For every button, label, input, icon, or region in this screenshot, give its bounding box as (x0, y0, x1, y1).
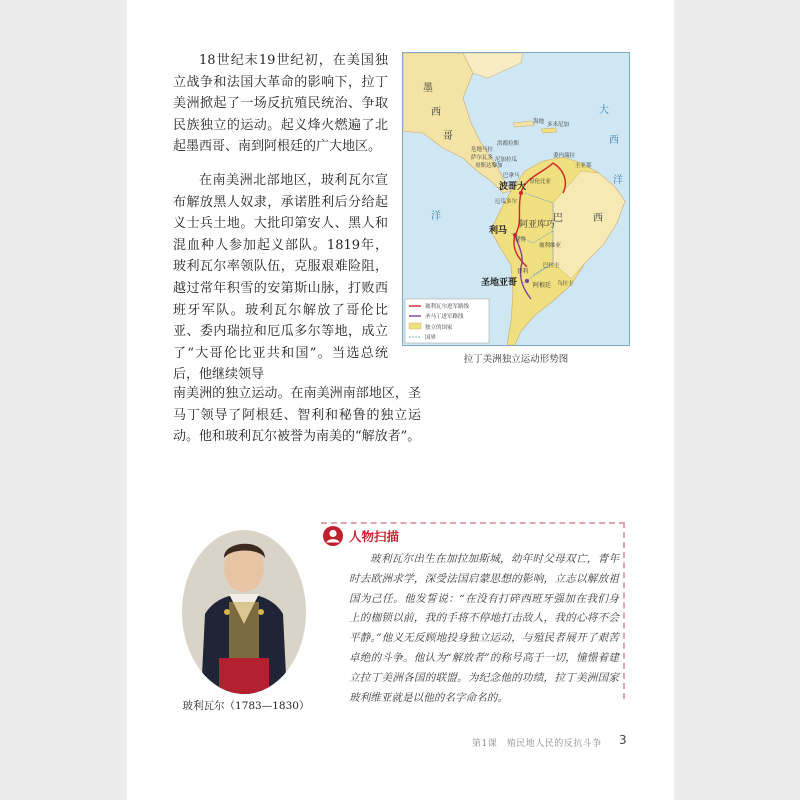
map-label-uruguay: 乌拉圭 (557, 281, 574, 287)
legend-label-san-martin: 圣马丁进军路线 (425, 314, 464, 320)
map-label-panama: 巴拿马 (503, 173, 520, 179)
map-label-guatemala: 危地马拉 (471, 147, 494, 153)
map-label-guyana: 圭亚那 (575, 163, 592, 169)
legend-label-independent: 独立的国家 (425, 325, 453, 331)
map-label-dominica: 多米尼加 (547, 122, 570, 128)
map-label-left-ocean: 洋 (431, 211, 441, 222)
paragraph-san-martin: 南美洲的独立运动。在南美洲南部地区，圣马丁领导了阿根廷、智利和秘鲁的独立运动。他和玻利瓦尔被誉为南美的“解放者”。 (173, 386, 421, 445)
map-label-ocean-xi: 西 (609, 135, 619, 146)
map-label-bogota: 波哥大 (499, 182, 527, 192)
map-label-ecuador: 厄瓜多尔 (495, 199, 518, 205)
map-island-hispaniola (541, 128, 557, 133)
map-label-costa-rica: 哥斯达黎加 (475, 163, 503, 169)
map-label-mexico-3: 哥 (443, 131, 453, 142)
map-label-brazil-2: 西 (593, 213, 603, 224)
map-city-santiago (525, 279, 529, 283)
map-label-mexico-2: 西 (431, 107, 441, 118)
map-label-paraguay: 巴拉圭 (543, 263, 560, 269)
map-label-argentina: 阿根廷 (533, 282, 552, 289)
map-label-honduras: 洪都拉斯 (497, 141, 520, 147)
portrait-caption: 玻利瓦尔（1783—1830） (182, 700, 310, 712)
paragraph-bolivar: 在南美洲北部地区，玻利瓦尔宣布解放黑人奴隶，承诺胜利后分给起义士兵土地。大批印第安人、黑人和混血种人参加起义部队。1819年，玻利瓦尔率领队伍，克服艰难险阻，越过常年积雪的安第斯山脉，打败西班牙军队。玻利瓦尔解放了哥伦比亚、委内瑞拉和厄瓜多尔等地，成立了“大哥伦比亚共和国”。当选总统后，他继续领导 (173, 173, 388, 383)
legend-swatch-independent (409, 323, 421, 329)
map-label-bolivia: 玻利维亚 (539, 243, 562, 249)
person-scan-body: 玻利瓦尔出生在加拉加斯城，幼年时父母双亡，青年时去欧洲求学，深受法国启蒙思想的影响，立志以解放祖国为己任。他发誓说：“在没有打碎西班牙强加在我们身上的枷锁以前，我的手将不停地打击敌人，我的心将不会平静。”他义无反顾地投身独立运动，与殖民者展开了艰苦卓绝的斗争。他认为“解放者”的称号高于一切，憧憬着建立拉丁美洲各国的联盟。为纪念他的功绩，拉丁美洲国家玻利维亚就是以他的名字命名的。 (349, 553, 619, 704)
map-label-ocean-yang: 洋 (613, 175, 623, 186)
independence-map (402, 52, 630, 346)
bolivar-portrait (179, 528, 309, 696)
legend-label-bolivar: 玻利瓦尔进军路线 (425, 304, 470, 310)
person-scan-title: 人物扫描 (349, 529, 400, 544)
map-label-nicaragua: 尼加拉瓜 (495, 157, 518, 163)
map-label-lima: 利马 (489, 226, 508, 236)
map-label-colombia: 哥伦比亚 (529, 179, 552, 185)
page-number: 3 (619, 733, 627, 747)
map-label-chile: 智利 (517, 269, 529, 275)
map-label-haiti: 海地 (533, 119, 545, 125)
person-icon (322, 525, 344, 547)
map-caption: 拉丁美洲独立运动形势图 (463, 354, 569, 365)
map-label-potosi: 阿亚库巧 (519, 220, 556, 230)
textbook-page (127, 0, 674, 800)
map-label-santiago: 圣地亚哥 (481, 278, 518, 288)
lesson-footer: 第1课 殖民地人民的反抗斗争 (472, 739, 602, 749)
map-label-brazil-1: 巴 (553, 213, 563, 224)
map-label-ocean-da: 大 (599, 105, 609, 116)
map-label-venezuela: 委内瑞拉 (553, 153, 576, 159)
map-label-salvador: 萨尔瓦多 (471, 155, 494, 161)
paragraph-intro: 18世纪末19世纪初，在美国独立战争和法国大革命的影响下，拉丁美洲掀起了一场反抗殖民统治、争取民族独立的运动。起义烽火燃遍了北起墨西哥、南到阿根廷的广大地区。 (173, 53, 388, 155)
legend-label-border: 国界 (425, 335, 437, 341)
map-label-mexico-1: 墨 (423, 83, 433, 94)
map-label-peru: 秘鲁 (515, 237, 527, 243)
